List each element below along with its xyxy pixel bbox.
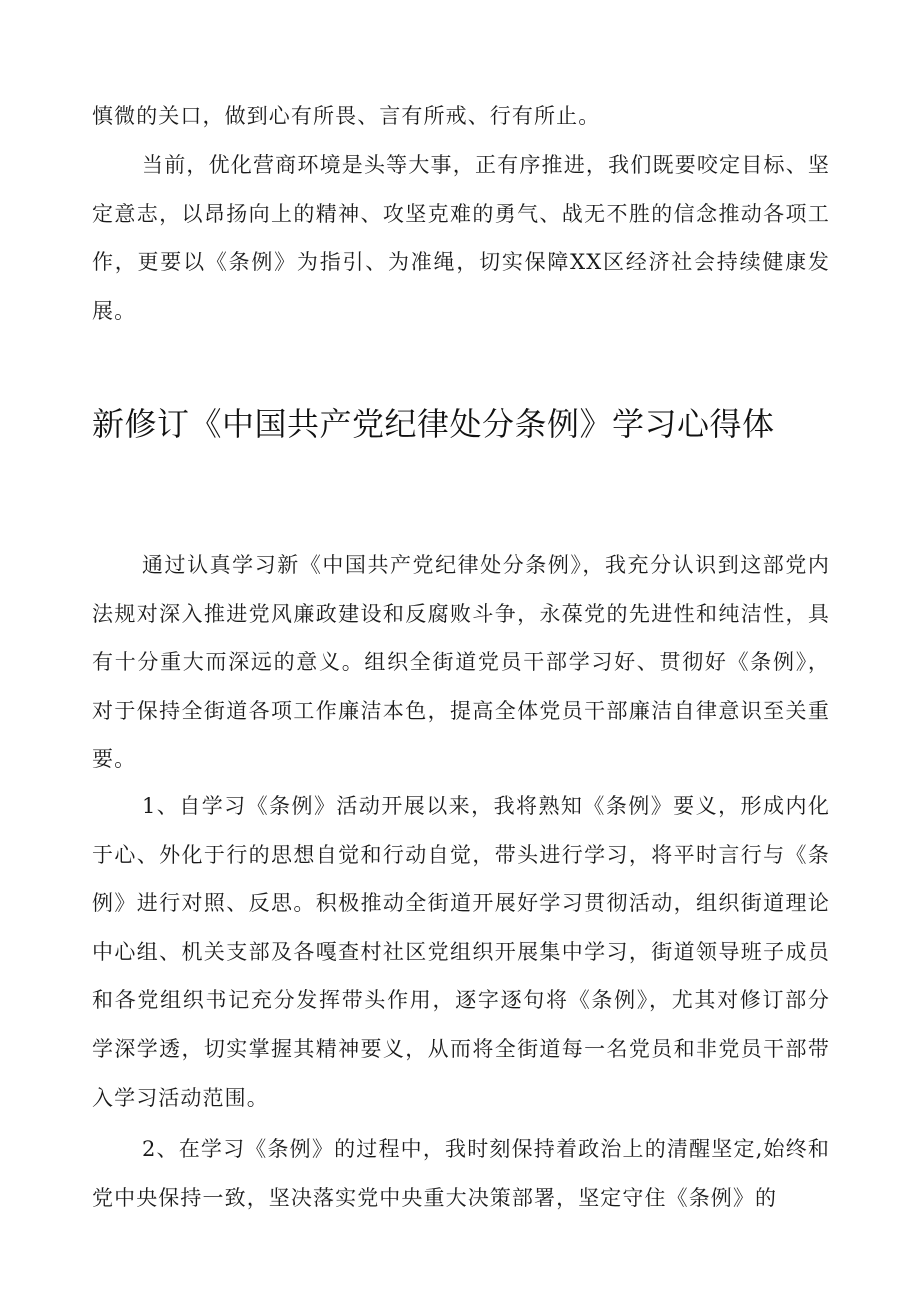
continued-paragraph: 当前，优化营商环境是头等大事，正有序推进，我们既要咬定目标、坚定意志，以昂扬向上的精神、攻坚克难的勇气、战无不胜的信念推动各项工作，更要以《条例》为指引、为准绳，切实保障XX区经济社会持续健康发展。	[92, 153, 830, 323]
continued-line: 慎微的关口，做到心有所畏、言有所戒、行有所止。	[92, 104, 601, 128]
point-two-paragraph: 2、在学习《条例》的过程中，我时刻保持着政治上的清醒坚定,始终和党中央保持一致，坚决落实党中央重大决策部署，坚定守住《条例》的	[92, 1137, 830, 1210]
intro-paragraph: 通过认真学习新《中国共产党纪律处分条例》，我充分认识到这部党内法规对深入推进党风廉政建设和反腐败斗争，永葆党的先进性和纯洁性，具有十分重大而深远的意义。组织全街道党员干部学习好、贯彻好《条例》，对于保持全街道各项工作廉洁本色，提高全体党员干部廉洁自律意识至关重要。	[92, 553, 830, 772]
article-title: 新修订《中国共产党纪律处分条例》学习心得体	[92, 405, 775, 443]
point-one-paragraph: 1、自学习《条例》活动开展以来，我将熟知《条例》要义，形成内化于心、外化于行的思想自觉和行动自觉，带头进行学习，将平时言行与《条例》进行对照、反思。积极推动全街道开展好学习贯彻活动，组织街道理论中心组、机关支部及各嘎查村社区党组织开展集中学习，街道领导班子成员和各党组织书记充分发挥带头作用，逐字逐句将《条例》，尤其对修订部分学深学透，切实掌握其精神要义，从而将全街道每一名党员和非党员干部带入学习活动范围。	[92, 794, 830, 1110]
